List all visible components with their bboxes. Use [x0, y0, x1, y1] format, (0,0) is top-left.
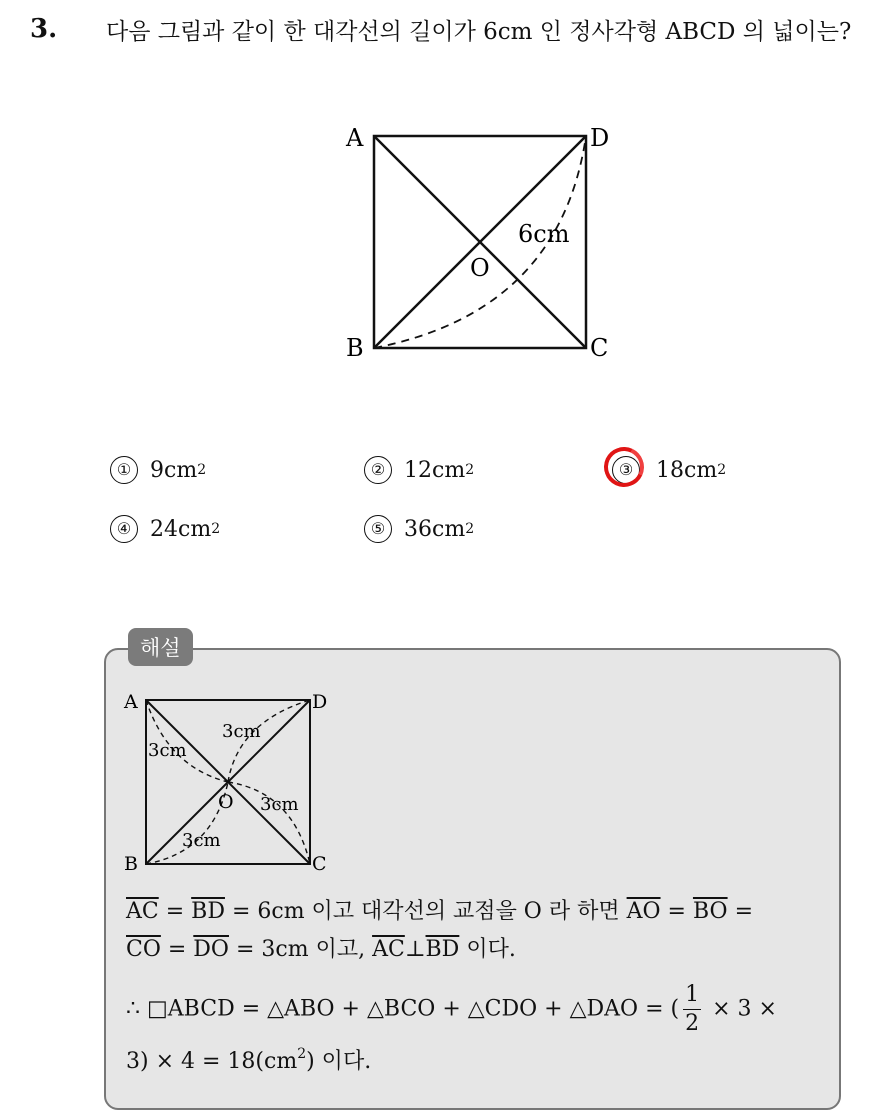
fraction-one-half: $\frac{1}{2}$: [685, 982, 700, 1036]
choice-2-value: 12cm: [404, 457, 466, 483]
len-left: 3cm: [148, 740, 187, 761]
choice-4-mark: ④: [110, 515, 138, 543]
question-number: 3.: [30, 14, 58, 44]
choice-3-mark: ③: [612, 456, 640, 484]
label-b: B: [346, 334, 364, 362]
choice-3[interactable]: ③ 18cm 2: [612, 456, 726, 484]
square-diagram: [330, 112, 630, 372]
solution-line-1: $\overline{AC} = \overline{BD} = 6cm$ 이고 대각선의 교점을 O 라 하면 $\overline{AO} = \overline{BO}$ =: [126, 899, 754, 924]
solution-line-2: $\overline{CO} = \overline{DO} = 3cm$ 이고, $\overline{AC}\perp\overline{BD}$ 이다.: [126, 937, 516, 962]
choice-4[interactable]: ④ 24cm 2: [110, 515, 220, 543]
label-d: D: [590, 124, 610, 152]
choice-2[interactable]: ② 12cm 2: [364, 456, 474, 484]
len-right: 3cm: [260, 794, 299, 815]
solution-label-o: O: [218, 791, 234, 813]
solution-label-a: A: [124, 691, 138, 713]
solution-diagram: [118, 682, 348, 882]
answer-circle-mark: [598, 441, 649, 492]
choice-1[interactable]: ① 9cm 2: [110, 456, 206, 484]
length-label: 6cm: [518, 220, 570, 248]
solution-tag: 해설: [128, 628, 193, 666]
len-bottom: 3cm: [182, 830, 221, 851]
solution-label-d: D: [312, 691, 328, 713]
choice-4-value: 24cm: [150, 516, 212, 542]
solution-line-4: $3) \times 4 = 18(cm^2)$ 이다.: [126, 1046, 372, 1074]
len-top: 3cm: [222, 721, 261, 742]
choice-2-mark: ②: [364, 456, 392, 484]
solution-line-3: ∴ □ABCD = △ABO + △BCO + △CDO + △DAO = ( $\frac{1}{2}$ × 3 ×: [126, 982, 777, 1036]
label-a: A: [346, 124, 364, 152]
choice-1-mark: ①: [110, 456, 138, 484]
choice-1-value: 9cm: [150, 457, 198, 483]
choice-5[interactable]: ⑤ 36cm 2: [364, 515, 474, 543]
choice-5-value: 36cm: [404, 516, 466, 542]
solution-label-c: C: [312, 853, 327, 875]
label-c: C: [590, 334, 609, 362]
question-text: 다음 그림과 같이 한 대각선의 길이가 6cm 인 정사각형 ABCD 의 넓이는?: [106, 19, 852, 45]
choice-3-value: 18cm: [656, 457, 718, 483]
solution-label-b: B: [124, 853, 138, 875]
choice-5-mark: ⑤: [364, 515, 392, 543]
label-o: O: [470, 254, 490, 282]
